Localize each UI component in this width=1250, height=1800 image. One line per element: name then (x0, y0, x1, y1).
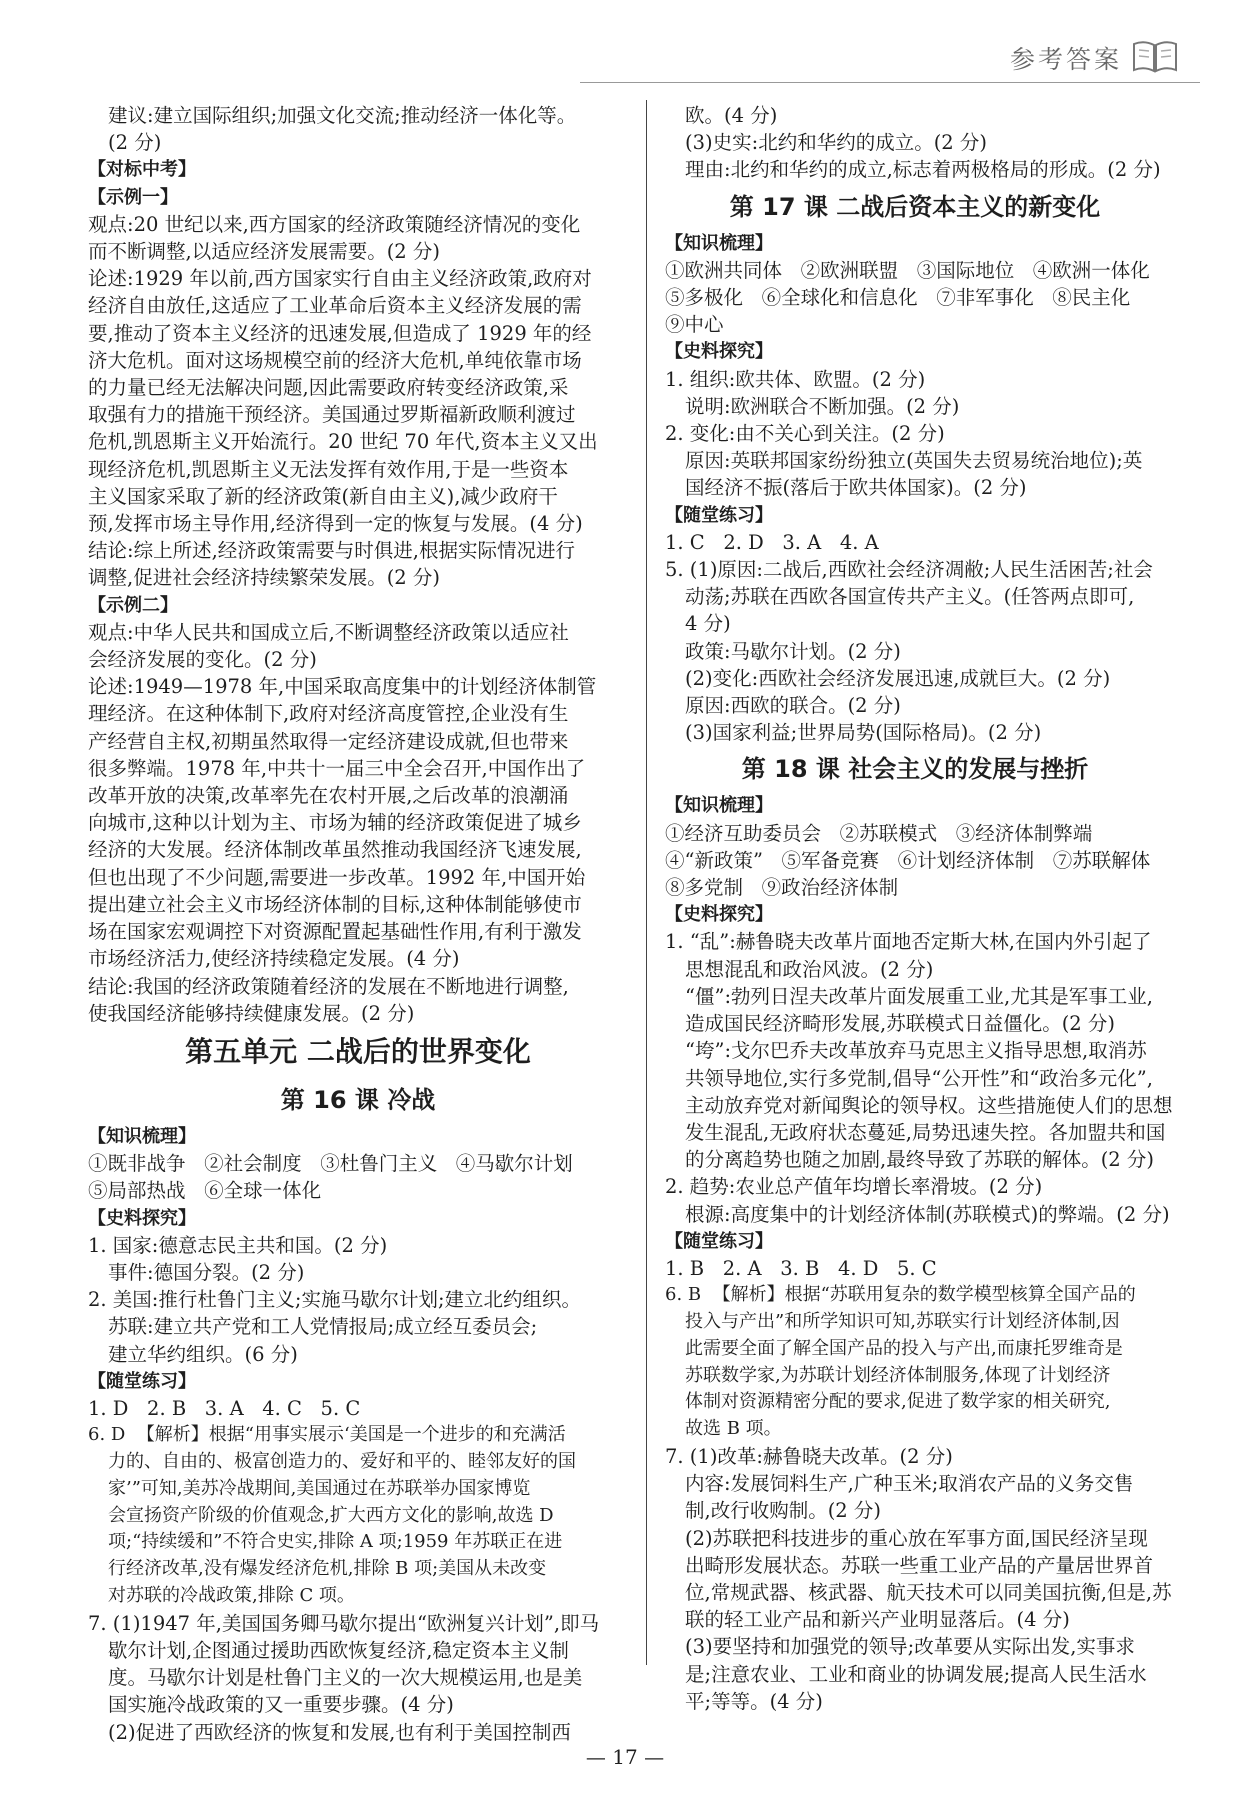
answer-line: 政策:马歇尔计划。(2 分) (685, 639, 901, 663)
answer-line: 建立华约组织。(6 分) (108, 1342, 298, 1366)
lesson-title: 第 17 课 二战后资本主义的新变化 (729, 192, 1101, 221)
answer-line: 场在国家宏观调控下对资源配置起基础性作用,有利于激发 (88, 920, 582, 944)
header-rule (580, 82, 1200, 83)
left-column (88, 102, 628, 1746)
answer-line: 市场经济活力,使经济持续稳定发展。(4 分) (88, 947, 460, 971)
section-heading: 【史料探究】 (665, 904, 773, 926)
answer-line: 原因:西欧的联合。(2 分) (685, 694, 901, 718)
analysis-line: 体制对资源精密分配的要求,促进了数学家的相关研究, (685, 1391, 1111, 1413)
header-title: 参考答案 (1009, 45, 1122, 74)
analysis-line: 行经济改革,没有爆发经济危机,排除 B 项;美国从未改变 (108, 1558, 547, 1580)
answer-line: 根源:高度集中的计划经济体制(苏联模式)的弊端。(2 分) (685, 1202, 1170, 1226)
answer-line: 出畸形发展状态。苏联一些重工业产品的产量居世界首 (685, 1553, 1154, 1577)
answer-line: 造成国民经济畸形发展,苏联模式日益僵化。(2 分) (685, 1012, 1116, 1036)
analysis-line: 苏联数学家,为苏联计划经济体制服务,体现了计划经济 (685, 1364, 1111, 1386)
section-heading: 【知识梳理】 (665, 795, 773, 817)
answer-line: 的分离趋势也随之加剧,最终导致了苏联的解体。(2 分) (685, 1148, 1155, 1172)
answer-line: 经济的大发展。经济体制改革虽然推动我国经济飞速发展, (88, 838, 582, 862)
answer-line: 主义国家采取了新的经济政策(新自由主义),减少政府干 (88, 484, 558, 508)
answer-line: 说明:欧洲联合不断加强。(2 分) (685, 394, 960, 418)
column-divider (646, 100, 647, 1665)
answer-line: 理经济。在这种体制下,政府对经济高度管控,企业没有生 (88, 702, 569, 726)
analysis-line: 项;“持续缓和”不符合史实,排除 A 项;1959 年苏联正在进 (108, 1531, 563, 1553)
answer-line: 预,发挥市场主导作用,经济得到一定的恢复与发展。(4 分) (88, 512, 583, 536)
answer-line: ①既非战争 ②社会制度 ③杜鲁门主义 ④马歇尔计划 (88, 1152, 573, 1176)
section-heading: 【示例一】 (88, 186, 178, 208)
answer-line: 原因:英联邦国家纷纷独立(英国失去贸易统治地位);英 (685, 449, 1143, 473)
answer-line: 现经济危机,凯恩斯主义无法发挥有效作用,于是一些资本 (88, 457, 569, 481)
answer-line: 结论:综上所述,经济政策需要与时俱进,根据实际情况进行 (88, 539, 575, 563)
answer-line: 1. C 2. D 3. A 4. A (665, 530, 879, 554)
answer-line: “僵”:勃列日涅夫改革片面发展重工业,尤其是军事工业, (685, 984, 1153, 1008)
answer-line: 1. 组织:欧共体、欧盟。(2 分) (665, 367, 926, 391)
answer-line: 2. 趋势:农业总产值年均增长率滑坡。(2 分) (665, 1175, 1043, 1199)
analysis-line: 投入与产出”和所学知识可知,苏联实行计划经济体制,因 (685, 1310, 1120, 1332)
answer-line: 动荡;苏联在西欧各国宣传共产主义。(任答两点即可, (685, 585, 1135, 609)
answer-line: 5. (1)原因:二战后,西欧社会经济凋敝;人民生活困苦;社会 (665, 558, 1153, 582)
analysis-line: 6. D 【解析】根据“用事实展示‘美国是一个进步的和充满活 (88, 1424, 566, 1446)
answer-line: 改革开放的决策,改革率先在农村开展,之后改革的浪潮涌 (88, 784, 569, 808)
answer-line: ⑨中心 (665, 313, 724, 337)
answer-line: ①欧洲共同体 ②欧洲联盟 ③国际地位 ④欧洲一体化 (665, 258, 1150, 282)
analysis-line: 会宣扬资产阶级的价值观念,扩大西方文化的影响,故选 D (108, 1504, 554, 1526)
unit-title: 第五单元 二战后的世界变化 (185, 1034, 531, 1068)
analysis-line: 家’”可知,美苏冷战期间,美国通过在苏联举办国家博览 (108, 1477, 531, 1499)
answer-line: (3)国家利益;世界局势(国际格局)。(2 分) (685, 721, 1042, 745)
section-heading: 【随堂练习】 (665, 1230, 773, 1252)
answer-line: 2. 变化:由不关心到关注。(2 分) (665, 422, 945, 446)
answer-line: 会经济发展的变化。(2 分) (88, 648, 317, 672)
answer-line: (3)要坚持和加强党的领导;改革要从实际出发,实事求 (685, 1635, 1135, 1659)
answer-line: 欧。(4 分) (685, 104, 778, 127)
answer-line: 2. 美国:推行杜鲁门主义;实施马歇尔计划;建立北约组织。 (88, 1288, 582, 1312)
answer-line: 国实施冷战政策的又一重要步骤。(4 分) (108, 1693, 454, 1717)
answer-line: (2)促进了西欧经济的恢复和发展,也有利于美国控制西 (108, 1720, 571, 1744)
answer-line: 联的轻工业产品和新兴产业明显落后。(4 分) (685, 1608, 1070, 1632)
answer-line: 而不断调整,以适应经济发展需要。(2 分) (88, 240, 441, 264)
answer-line: 观点:20 世纪以来,西方国家的经济政策随经济情况的变化 (88, 212, 581, 236)
answer-line: 经济自由放任,这适应了工业革命后资本主义经济发展的需 (88, 294, 582, 318)
section-heading: 【对标中考】 (88, 159, 196, 181)
answer-line: 7. (1)1947 年,美国国务卿马歇尔提出“欧洲复兴计划”,即马 (88, 1611, 600, 1635)
answer-line: (2 分) (108, 131, 162, 155)
lesson-title: 第 18 课 社会主义的发展与挫折 (741, 755, 1089, 784)
section-heading: 【知识梳理】 (665, 232, 773, 254)
answer-line: 要,推动了资本主义经济的迅速发展,但造成了 1929 年的经 (88, 321, 592, 345)
answer-line: 平;等等。(4 分) (685, 1689, 823, 1713)
page-header (580, 30, 1200, 88)
answer-line: 制,改行收购制。(2 分) (685, 1499, 882, 1523)
section-heading: 【随堂练习】 (665, 504, 773, 526)
section-heading: 【随堂练习】 (88, 1370, 196, 1392)
answer-line: 结论:我国的经济政策随着经济的发展在不断地进行调整, (88, 974, 569, 998)
answer-line: (2)苏联把科技进步的重心放在军事方面,国民经济呈现 (685, 1526, 1148, 1550)
answer-line: 4 分) (685, 612, 731, 636)
answer-line: (2)变化:西欧社会经济发展迅速,成就巨大。(2 分) (685, 666, 1111, 690)
answer-line: ⑤多极化 ⑥全球化和信息化 ⑦非军事化 ⑧民主化 (665, 286, 1131, 310)
answer-line: 主动放弃党对新闻舆论的领导权。这些措施使人们的思想 (685, 1093, 1173, 1117)
answer-line: 论述:1929 年以前,西方国家实行自由主义经济政策,政府对 (88, 267, 592, 291)
answer-line: 济大危机。面对这场规模空前的经济大危机,单纯依靠市场 (88, 348, 582, 372)
section-heading: 【知识梳理】 (88, 1125, 196, 1147)
answer-line: 理由:北约和华约的成立,标志着两极格局的形成。(2 分) (685, 158, 1161, 182)
right-column (665, 102, 1173, 1715)
answer-line: 1. 国家:德意志民主共和国。(2 分) (88, 1233, 388, 1257)
analysis-line: 对苏联的冷战政策,排除 C 项。 (108, 1584, 355, 1606)
answer-line: 发生混乱,无政府状态蔓延,局势迅速失控。各加盟共和国 (685, 1120, 1166, 1144)
answer-line: 国经济不振(落后于欧共体国家)。(2 分) (685, 476, 1027, 500)
answer-line: ④“新政策” ⑤军备竞赛 ⑥计划经济体制 ⑦苏联解体 (665, 848, 1151, 872)
answer-line: ⑧多党制 ⑨政治经济体制 (665, 876, 899, 900)
answer-line: ⑤局部热战 ⑥全球一体化 (88, 1179, 322, 1203)
page-number: — 17 — (585, 1745, 665, 1769)
answer-line: 建议:建立国际组织;加强文化交流;推动经济一体化等。 (108, 104, 577, 127)
analysis-line: 此需要全面了解全国产品的投入与产出,而康托罗维奇是 (685, 1337, 1123, 1359)
analysis-line: 力的、自由的、极富创造力的、爱好和平的、睦邻友好的国 (108, 1450, 576, 1472)
answer-line: 使我国经济能够持续健康发展。(2 分) (88, 1001, 415, 1025)
section-heading: 【史料探究】 (665, 341, 773, 363)
answer-line: 是;注意农业、工业和商业的协调发展;提高人民生活水 (685, 1662, 1147, 1686)
answer-line: 提出建立社会主义市场经济体制的目标,这种体制能够使市 (88, 892, 582, 916)
answer-line: 很多弊端。1978 年,中共十一届三中全会召开,中国作出了 (88, 756, 586, 780)
answer-line: 度。马歇尔计划是杜鲁门主义的一次大规模运用,也是美 (108, 1666, 583, 1690)
section-heading: 【示例二】 (88, 594, 178, 616)
answer-line: 观点:中华人民共和国成立后,不断调整经济政策以适应社 (88, 620, 569, 644)
answer-line: 危机,凯恩斯主义开始流行。20 世纪 70 年代,资本主义又出 (88, 430, 598, 454)
section-heading: 【史料探究】 (88, 1207, 196, 1229)
answer-line: ①经济互助委员会 ②苏联模式 ③经济体制弊端 (665, 821, 1093, 845)
answer-line: 思想混乱和政治风波。(2 分) (685, 957, 934, 981)
answer-line: 的力量已经无法解决问题,因此需要政府转变经济政策,采 (88, 376, 569, 400)
answer-line: 7. (1)改革:赫鲁晓夫改革。(2 分) (665, 1444, 953, 1468)
answer-line: 事件:德国分裂。(2 分) (108, 1260, 305, 1284)
answer-line: 内容:发展饲料生产,广种玉米;取消农产品的义务交售 (685, 1472, 1134, 1496)
answer-line: “垮”:戈尔巴乔夫改革放弃马克思主义指导思想,取消苏 (685, 1039, 1147, 1063)
answer-line: 1. “乱”:赫鲁晓夫改革片面地否定斯大林,在国内外引起了 (665, 930, 1152, 954)
answer-line: 但也出现了不少问题,需要进一步改革。1992 年,中国开始 (88, 865, 586, 889)
answer-line: 共领导地位,实行多党制,倡导“公开性”和“政治多元化”, (685, 1066, 1153, 1090)
answer-line: (3)史实:北约和华约的成立。(2 分) (685, 131, 988, 155)
answer-line: 论述:1949—1978 年,中国采取高度集中的计划经济体制管 (88, 675, 597, 699)
answer-line: 1. D 2. B 3. A 4. C 5. C (88, 1396, 361, 1420)
analysis-line: 6. B 【解析】根据“苏联用复杂的数学模型核算全国产品的 (665, 1284, 1136, 1306)
answer-line: 产经营自主权,初期虽然取得一定经济建设成就,但也带来 (88, 729, 569, 753)
answer-line: 1. B 2. A 3. B 4. D 5. C (665, 1256, 937, 1280)
answer-line: 歇尔计划,企图通过援助西欧恢复经济,稳定资本主义制 (108, 1638, 569, 1662)
answer-line: 取强有力的措施干预经济。美国通过罗斯福新政顺利渡过 (88, 403, 576, 427)
answer-line: 调整,促进社会经济持续繁荣发展。(2 分) (88, 566, 441, 590)
lesson-title: 第 16 课 冷战 (280, 1085, 436, 1114)
book-icon (1130, 36, 1180, 76)
analysis-line: 故选 B 项。 (685, 1418, 782, 1440)
answer-line: 向城市,这种以计划为主、市场为辅的经济政策促进了城乡 (88, 811, 582, 835)
answer-line: 苏联:建立共产党和工人党情报局;成立经互委员会; (108, 1315, 538, 1339)
answer-line: 位,常规武器、核武器、航天技术可以同美国抗衡,但是,苏 (685, 1580, 1172, 1604)
